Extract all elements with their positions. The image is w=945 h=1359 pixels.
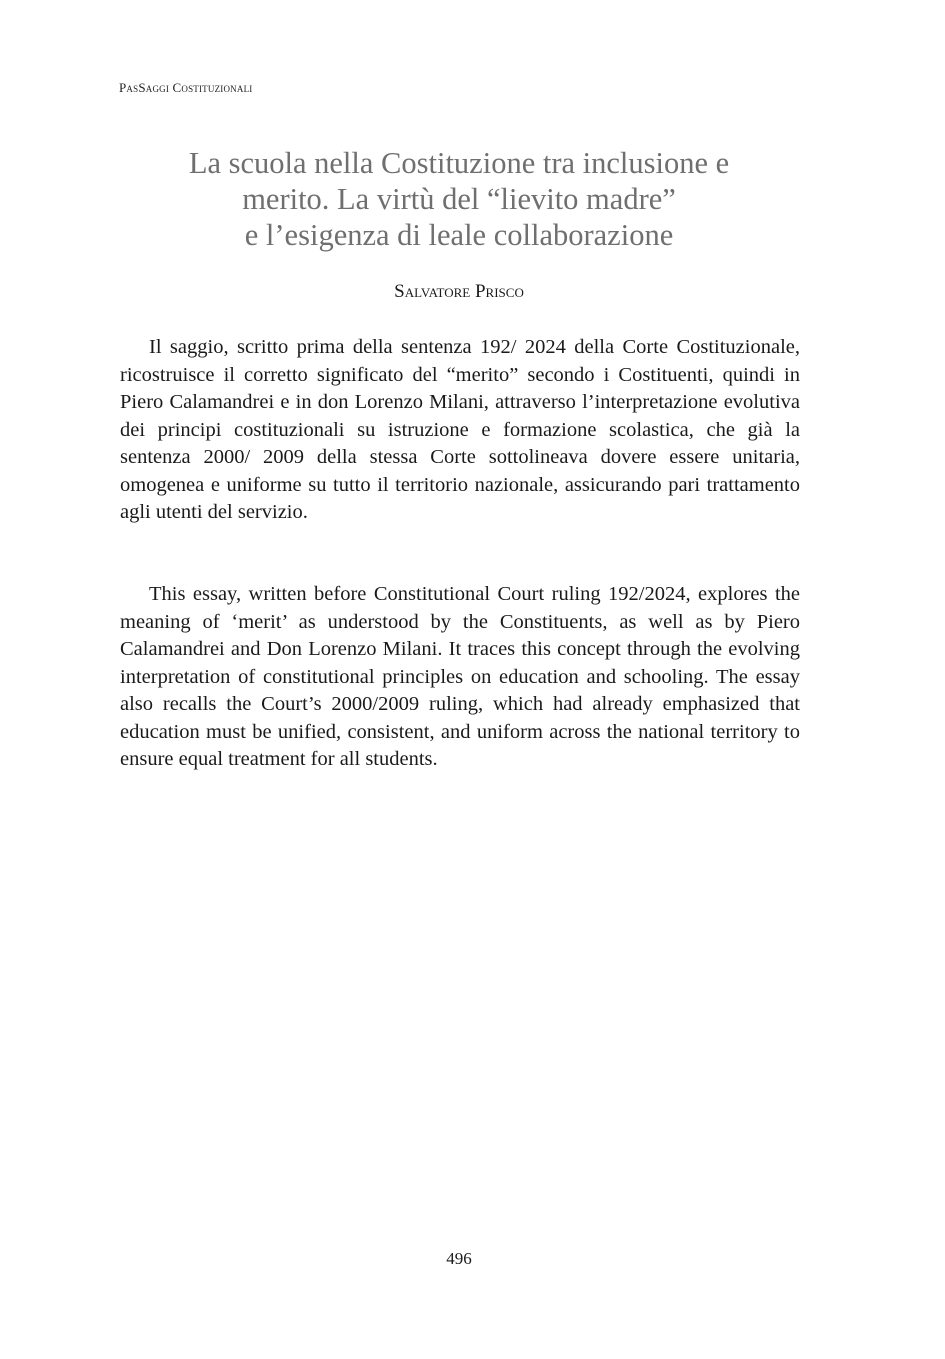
running-head: PasSaggi Costituzionali [119, 80, 253, 95]
article-title [119, 145, 799, 253]
title-line-1: La scuola nella Costituzione tra inclusione e [188, 146, 730, 180]
abstract-english: This essay, written before Constitutional Court ruling 192/2024, explores the meaning of ‘merit’ as understood by the Constituents, as well as by Piero Calamandrei and Don Lorenzo Milani. It traces this concept through the evolving interpretation of constitutional principles on education and schooling. The essay also recalls the Court’s 2000/2009 ruling, which had already emphasized that education must be unified, consistent, and uniform across the national territory to ensure equal treatment for all students. [120, 583, 800, 770]
page-number: 496 [446, 1249, 472, 1268]
title-line-2: merito. La virtù del “lievito madre” [242, 182, 676, 216]
author-name: Salvatore Prisco [394, 281, 524, 302]
title-line-3: e l’esigenza di leale collaborazione [244, 218, 674, 252]
abstract-italian: Il saggio, scritto prima della sentenza 192/ 2024 della Corte Costituzionale, ricostruisce il corretto significato del “merito” secondo i Costituenti, quindi in Piero Calamandrei e in don Lorenzo Milani, attraverso l’interpretazione evolutiva dei principi costituzionali su istruzione e formazione scolastica, che già la sentenza 2000/ 2009 della stessa Corte sottolineava dovere essere unitaria, omogenea e uniforme su tutto il territorio nazionale, assicurando pari trattamento agli utenti del servizio. [120, 336, 800, 523]
